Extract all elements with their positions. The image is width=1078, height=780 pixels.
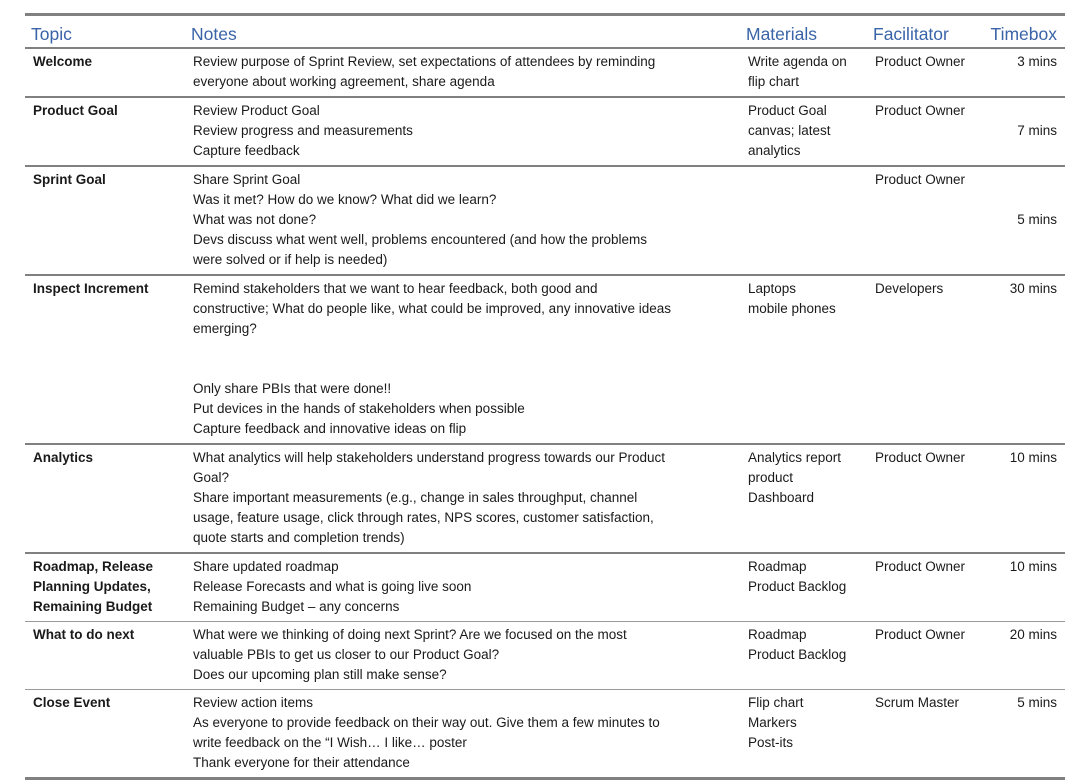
- column-header-timebox: Timebox: [980, 15, 1065, 49]
- notes-line: Share updated roadmap: [193, 559, 339, 574]
- materials-line: mobile phones: [748, 301, 836, 316]
- notes-line: Goal?: [193, 470, 230, 485]
- header-row: [25, 15, 1065, 49]
- materials-line: Dashboard: [748, 490, 815, 505]
- notes-line: Release Forecasts and what is going live soon: [193, 579, 472, 594]
- materials-line: product: [748, 470, 794, 485]
- notes-line: Remind stakeholders that we want to hear feedback, both good and: [193, 281, 598, 296]
- cell-facilitator: Product Owner: [875, 559, 966, 574]
- notes-line: were solved or if help is needed): [193, 252, 388, 267]
- topic-line: Roadmap, Release: [33, 559, 154, 574]
- cell-notes: [185, 97, 740, 166]
- topic-line: Inspect Increment: [33, 281, 149, 296]
- cell-timebox: 7 mins: [1017, 123, 1057, 138]
- notes-blank-line: [193, 339, 734, 359]
- materials-line: Roadmap: [748, 627, 807, 642]
- table-row: [25, 622, 1065, 690]
- cell-notes: [185, 48, 740, 97]
- cell-materials: [740, 166, 867, 275]
- notes-line: Was it met? How do we know? What did we learn?: [193, 192, 497, 207]
- topic-line: Welcome: [33, 54, 93, 69]
- notes-line: Capture feedback: [193, 143, 300, 158]
- materials-line: flip chart: [748, 74, 800, 89]
- table-body: [25, 48, 1065, 779]
- cell-materials: [740, 622, 867, 690]
- topic-line: Remaining Budget: [33, 599, 153, 614]
- cell-topic: [25, 97, 185, 166]
- sprint-review-agenda-table: [25, 13, 1065, 780]
- cell-timebox: 10 mins: [1009, 450, 1057, 465]
- table-row: [25, 553, 1065, 622]
- notes-line: Capture feedback and innovative ideas on flip: [193, 421, 467, 436]
- column-header-topic: Topic: [25, 15, 185, 49]
- table-header: [25, 15, 1065, 49]
- topic-line: Analytics: [33, 450, 94, 465]
- topic-line: Product Goal: [33, 103, 118, 118]
- materials-line: Analytics report: [748, 450, 842, 465]
- notes-line: Only share PBIs that were done!!: [193, 381, 392, 396]
- materials-line: Roadmap: [748, 559, 807, 574]
- notes-line: Review purpose of Sprint Review, set expectations of attendees by reminding: [193, 54, 656, 69]
- cell-facilitator: Product Owner: [875, 627, 966, 642]
- cell-topic: [25, 166, 185, 275]
- cell-materials: [740, 444, 867, 553]
- cell-timebox: 5 mins: [1017, 212, 1057, 227]
- cell-timebox: 3 mins: [1017, 54, 1057, 69]
- topic-line: Sprint Goal: [33, 172, 106, 187]
- cell-topic: [25, 622, 185, 690]
- cell-facilitator: Product Owner: [875, 450, 966, 465]
- topic-line: What to do next: [33, 627, 135, 642]
- cell-materials: [740, 97, 867, 166]
- notes-line: write feedback on the “I Wish… I like… poster: [193, 735, 467, 750]
- table-row: [25, 444, 1065, 553]
- notes-blank-line: [193, 359, 734, 379]
- notes-line: What analytics will help stakeholders understand progress towards our Product: [193, 450, 665, 465]
- column-header-materials: Materials: [740, 15, 867, 49]
- cell-notes: [185, 690, 740, 779]
- topic-line: Close Event: [33, 695, 111, 710]
- topic-line: Planning Updates,: [33, 579, 151, 594]
- materials-line: Product Backlog: [748, 579, 847, 594]
- table-row: [25, 690, 1065, 779]
- notes-line: constructive; What do people like, what could be improved, any innovative ideas: [193, 301, 672, 316]
- notes-line: Share Sprint Goal: [193, 172, 301, 187]
- notes-line: As everyone to provide feedback on their way out. Give them a few minutes to: [193, 715, 660, 730]
- notes-line: Review action items: [193, 695, 314, 710]
- materials-line: Markers: [748, 715, 797, 730]
- cell-materials: [740, 690, 867, 779]
- notes-line: Review Product Goal: [193, 103, 320, 118]
- cell-notes: [185, 444, 740, 553]
- notes-line: Review progress and measurements: [193, 123, 413, 138]
- notes-line: Remaining Budget – any concerns: [193, 599, 400, 614]
- notes-line: What were we thinking of doing next Sprint? Are we focused on the most: [193, 627, 627, 642]
- table-row: [25, 97, 1065, 166]
- notes-line: Devs discuss what went well, problems encountered (and how the problems: [193, 232, 647, 247]
- notes-line: valuable PBIs to get us closer to our Product Goal?: [193, 647, 500, 662]
- notes-line: everyone about working agreement, share agenda: [193, 74, 495, 89]
- column-header-facilitator: Facilitator: [867, 15, 980, 49]
- materials-line: Product Backlog: [748, 647, 847, 662]
- cell-timebox: 20 mins: [1009, 627, 1057, 642]
- table-row: [25, 275, 1065, 444]
- cell-notes: [185, 166, 740, 275]
- notes-line: quote starts and completion trends): [193, 530, 405, 545]
- cell-timebox: 30 mins: [1009, 281, 1057, 296]
- cell-topic: [25, 444, 185, 553]
- materials-line: Post-its: [748, 735, 794, 750]
- notes-line: Does our upcoming plan still make sense?: [193, 667, 447, 682]
- cell-timebox: 10 mins: [1009, 559, 1057, 574]
- cell-notes: [185, 622, 740, 690]
- cell-materials: [740, 553, 867, 622]
- notes-line: emerging?: [193, 321, 257, 336]
- cell-facilitator: Product Owner: [875, 103, 966, 118]
- cell-facilitator: Scrum Master: [875, 695, 960, 710]
- materials-line: Write agenda on: [748, 54, 847, 69]
- cell-facilitator: Product Owner: [875, 54, 966, 69]
- materials-line: Flip chart: [748, 695, 804, 710]
- cell-topic: [25, 690, 185, 779]
- table-row: [25, 166, 1065, 275]
- notes-line: usage, feature usage, click through rates, NPS scores, customer satisfaction,: [193, 510, 654, 525]
- notes-line: Put devices in the hands of stakeholders when possible: [193, 401, 525, 416]
- cell-notes: [185, 553, 740, 622]
- cell-topic: [25, 275, 185, 444]
- cell-topic: [25, 48, 185, 97]
- cell-topic: [25, 553, 185, 622]
- materials-line: Product Goal: [748, 103, 827, 118]
- notes-line: Share important measurements (e.g., change in sales throughput, channel: [193, 490, 638, 505]
- materials-line: analytics: [748, 143, 801, 158]
- column-header-notes: Notes: [185, 15, 740, 49]
- cell-timebox: 5 mins: [1017, 695, 1057, 710]
- cell-facilitator: Product Owner: [875, 172, 966, 187]
- cell-materials: [740, 48, 867, 97]
- cell-materials: [740, 275, 867, 444]
- table-row: [25, 48, 1065, 97]
- cell-notes: [185, 275, 740, 444]
- notes-line: What was not done?: [193, 212, 317, 227]
- materials-line: Laptops: [748, 281, 797, 296]
- cell-facilitator: Developers: [875, 281, 944, 296]
- materials-line: canvas; latest: [748, 123, 831, 138]
- notes-line: Thank everyone for their attendance: [193, 755, 410, 770]
